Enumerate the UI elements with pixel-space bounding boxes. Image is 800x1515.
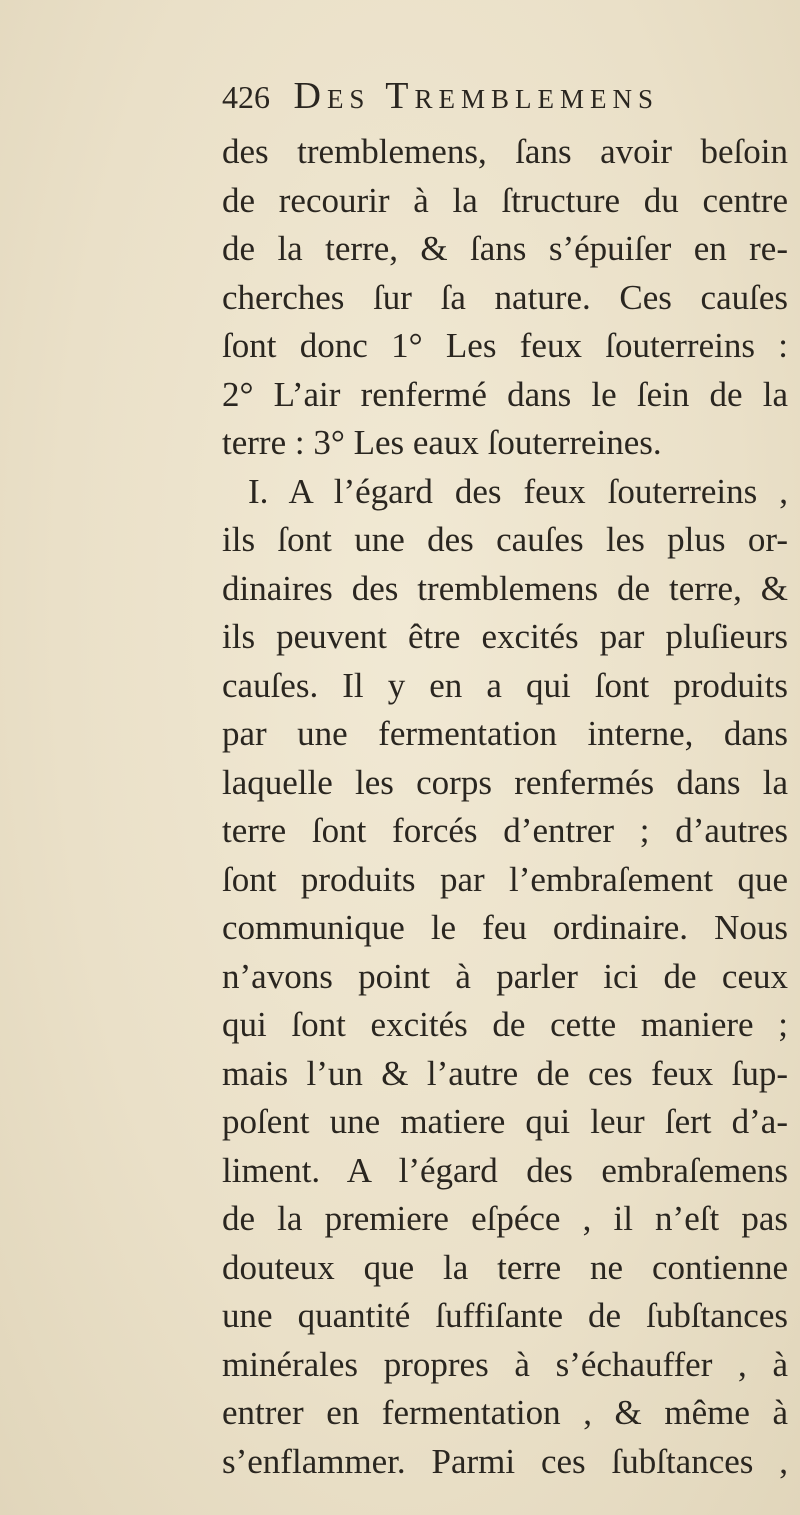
page-header (222, 72, 782, 120)
text-line: ſont donc 1° Les feux ſouterreins : (222, 326, 788, 365)
text-line: par une fermentation interne, dans (222, 714, 788, 753)
text-line: terre : 3° Les eaux ſouterreines. (222, 423, 662, 462)
body-text (222, 128, 788, 1486)
text-line: mais l’un & l’autre de ces feux ſup- (222, 1053, 788, 1093)
text-line: de la premiere eſpéce , il n’eſt pas (222, 1199, 788, 1238)
text-line: cauſes. Il y en a qui ſont produits (222, 665, 788, 705)
text-line: communique le feu ordinaire. Nous (222, 908, 788, 947)
text-line: s’enflammer. Parmi ces ſubſtances , (222, 1441, 788, 1481)
text-line: de recourir à la ſtructure du centre (222, 180, 788, 220)
text-line: ils peuvent être excités par pluſieurs (222, 617, 788, 656)
text-line: poſent une matiere qui leur ſert d’a- (222, 1102, 788, 1141)
text-line: dinaires des tremblemens de terre, & (222, 568, 788, 608)
text-line: qui ſont excités de cette maniere ; (222, 1005, 788, 1044)
text-line: douteux que la terre ne contienne (222, 1247, 788, 1287)
text-line: ſont produits par l’embraſement que (222, 859, 788, 899)
text-line: une quantité ſuffiſante de ſubſtances (222, 1296, 788, 1335)
text-line: liment. A l’égard des embraſemens (222, 1150, 788, 1190)
text-line: terre ſont forcés d’entrer ; d’autres (222, 811, 788, 850)
running-head: Des Tremblemens (293, 75, 659, 117)
text-line: ils ſont une des cauſes les plus or- (222, 520, 788, 559)
text-line: de la terre, & ſans s’épuiſer en re- (222, 229, 788, 268)
page-number: 426 (222, 79, 270, 115)
text-line: laquelle les corps renfermés dans la (222, 762, 788, 802)
text-line: 2° L’air renfermé dans le ſein de la (222, 374, 788, 414)
text-line: minérales propres à s’échauffer , à (222, 1344, 788, 1384)
text-line: des tremblemens, ſans avoir beſoin (222, 132, 788, 171)
text-line: n’avons point à parler ici de ceux (222, 956, 788, 996)
text-line: cherches ſur ſa nature. Ces cauſes (222, 277, 788, 317)
text-line: entrer en fermentation , & même à (222, 1393, 788, 1432)
text-line: I. A l’égard des feux ſouterreins , (248, 471, 788, 511)
